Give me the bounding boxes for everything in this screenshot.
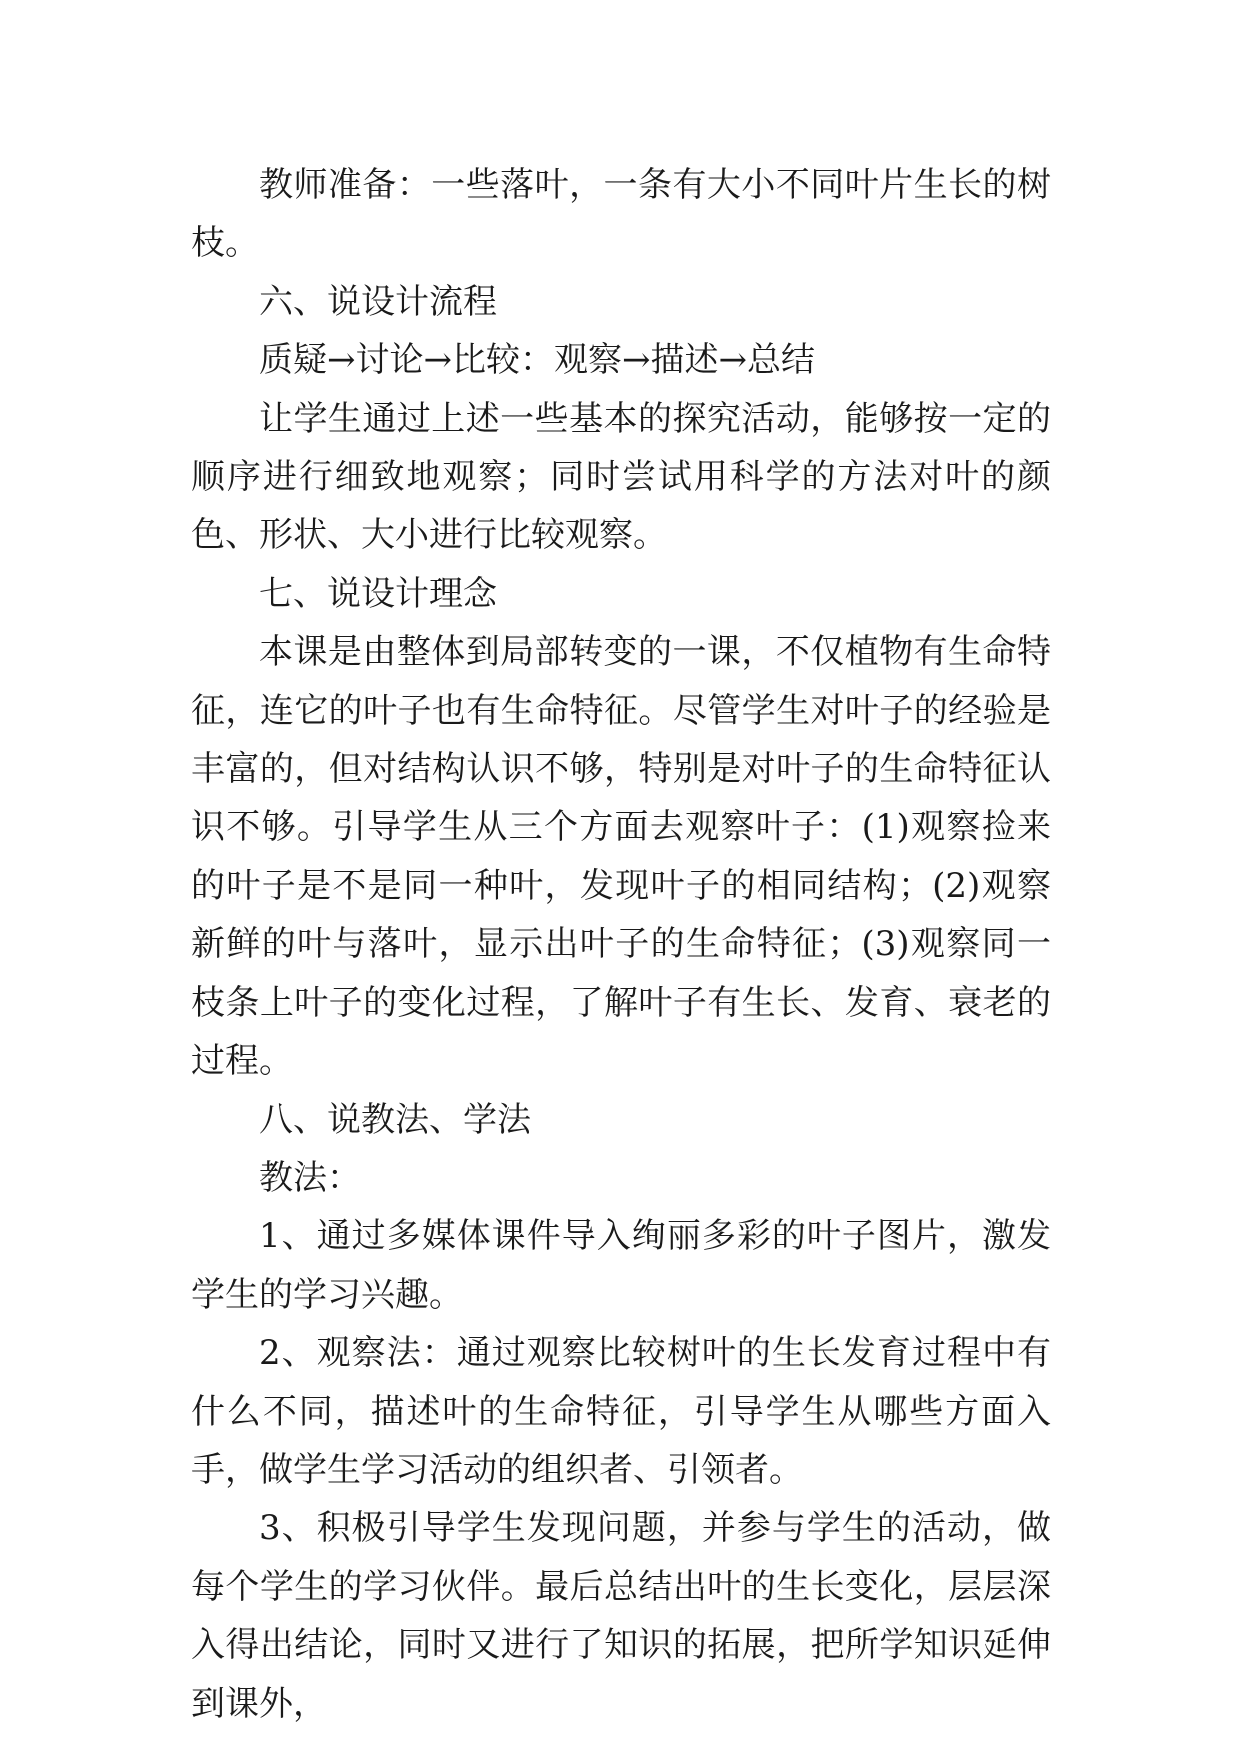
paragraph-process-flow: 质疑→讨论→比较：观察→描述→总结 (259, 340, 815, 381)
section-heading-teaching-methods: 八、说教法、学法 (259, 1099, 531, 1140)
list-item-method-3: 3、积极引导学生发现问题，并参与学生的活动，做每个学生的学习伙伴。最后总结出叶的生长变化，层层深入得出结论，同时又进行了知识的拓展，把所学知识延伸到课外， (191, 1508, 1051, 1724)
document-body (191, 156, 1051, 1733)
paragraph-design-concept: 本课是由整体到局部转变的一课，不仅植物有生命特征，连它的叶子也有生命特征。尽管学生对叶子的经验是丰富的，但对结构认识不够，特别是对叶子的生命特征认识不够。引导学生从三个方面去观察叶子：(1)观察捡来的叶子是不是同一种叶，发现叶子的相同结构；(2)观察新鲜的叶与落叶，显示出叶子的生命特征；(3)观察同一枝条上叶子的变化过程，了解叶子有生长、发育、衰老的过程。 (191, 632, 1051, 1082)
section-heading-design-concept: 七、说设计理念 (259, 573, 497, 614)
list-item-method-2: 2、观察法：通过观察比较树叶的生长发育过程中有什么不同，描述叶的生命特征，引导学生从哪些方面入手，做学生学习活动的组织者、引领者。 (191, 1333, 1051, 1490)
list-item-method-1: 1、通过多媒体课件导入绚丽多彩的叶子图片，激发学生的学习兴趣。 (191, 1216, 1051, 1315)
section-heading-design-process: 六、说设计流程 (259, 281, 497, 322)
paragraph-teacher-preparation: 教师准备：一些落叶，一条有大小不同叶片生长的树枝。 (191, 165, 1051, 264)
paragraph-process-description: 让学生通过上述一些基本的探究活动，能够按一定的顺序进行细致地观察；同时尝试用科学的方法对叶的颜色、形状、大小进行比较观察。 (191, 398, 1051, 556)
subheading-teaching-method: 教法： (259, 1157, 361, 1198)
